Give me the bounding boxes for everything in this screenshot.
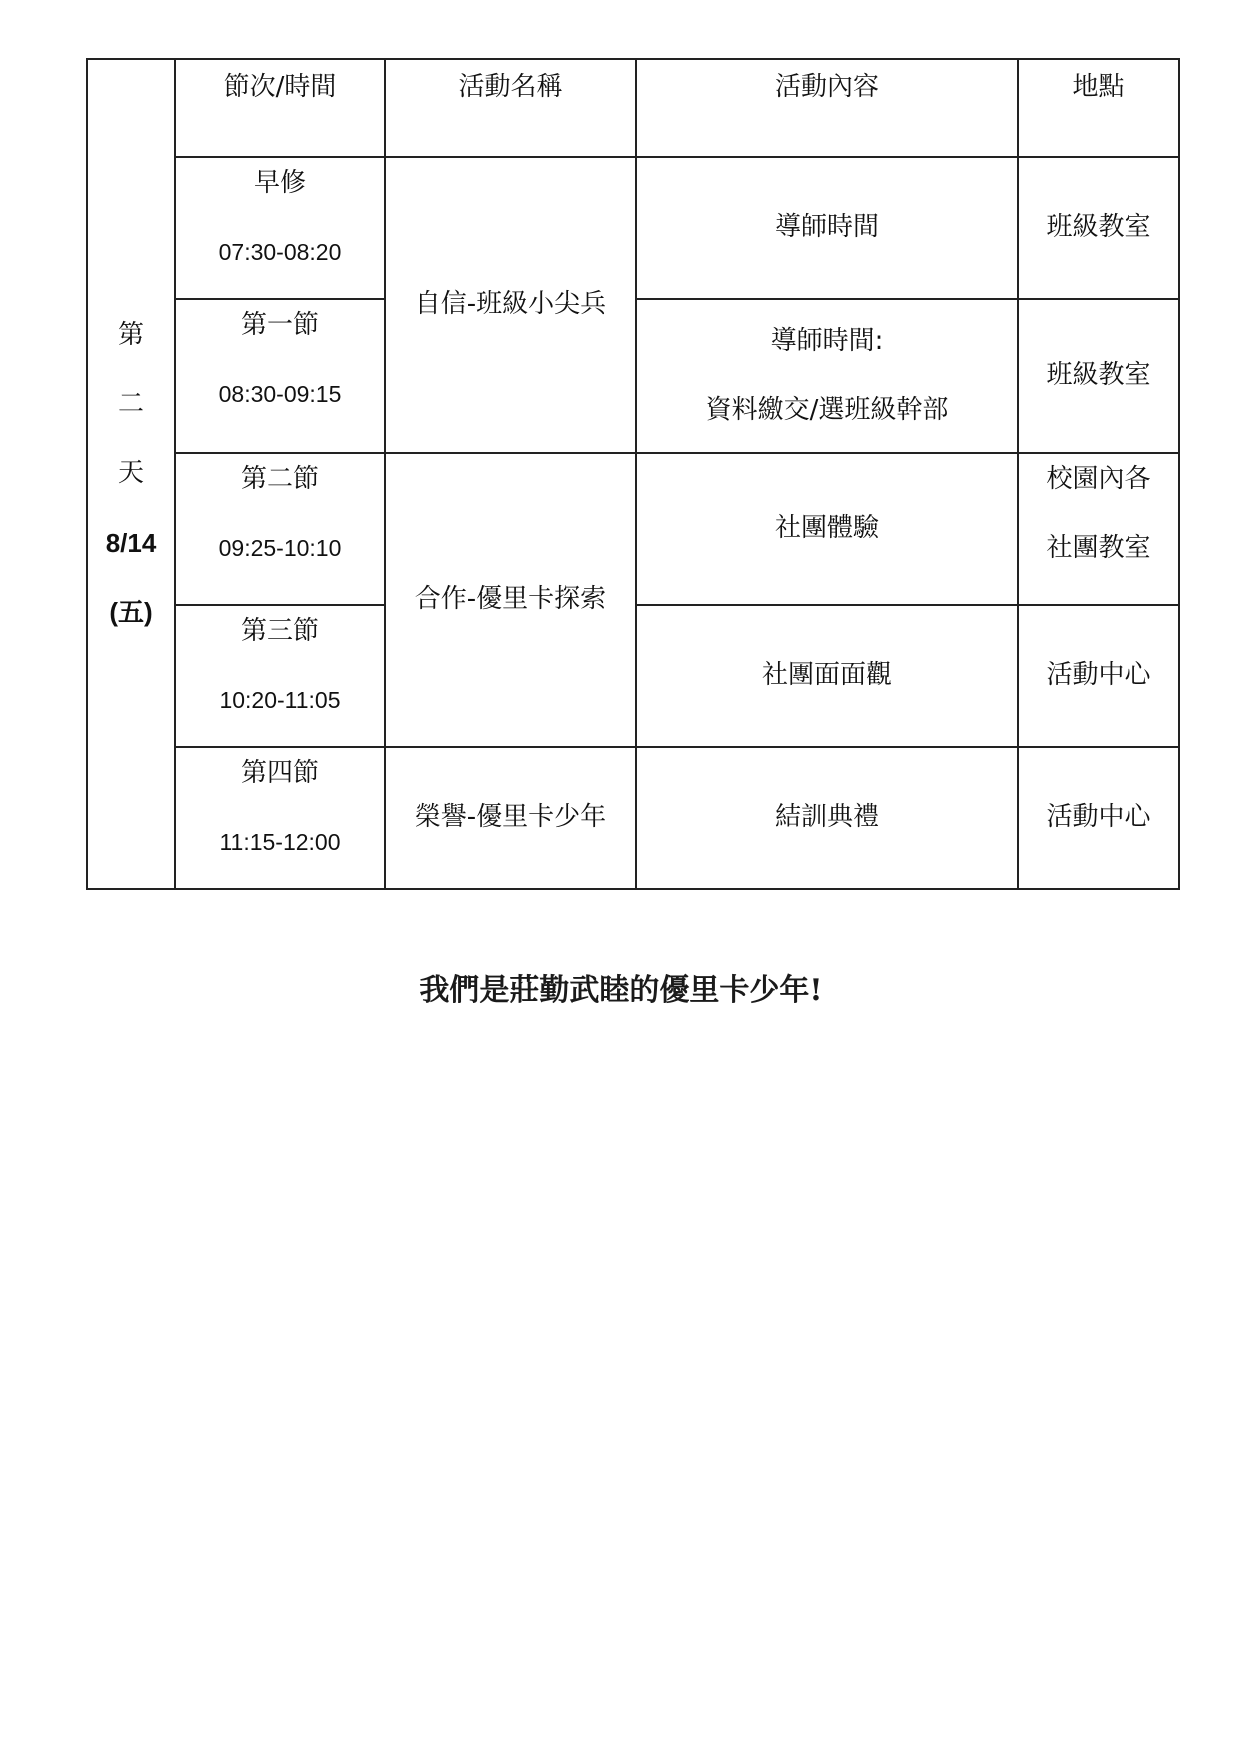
- period-cell: [175, 299, 385, 453]
- header-row: [87, 59, 1179, 157]
- location-cell: 活動中心: [1018, 605, 1179, 747]
- location-cell: 班級教室: [1018, 157, 1179, 299]
- activity-content-cell: [636, 299, 1018, 453]
- schedule-table: [86, 58, 1180, 890]
- header-period-time: 節次/時間: [175, 59, 385, 157]
- content-line-2: 資料繳交/選班級幹部: [705, 395, 949, 425]
- location-cell: 班級教室: [1018, 299, 1179, 453]
- location-cell: [1018, 453, 1179, 605]
- location-line-2: 社團教室: [1046, 533, 1151, 564]
- activity-name-cell: 自信-班級小尖兵: [385, 157, 636, 453]
- period-time: 11:15-12:00: [219, 829, 341, 856]
- day-weekday: (五): [109, 596, 153, 627]
- activity-content-cell: 社團面面觀: [636, 605, 1018, 747]
- activity-content-cell: 導師時間: [636, 157, 1018, 299]
- table-row: [87, 157, 1179, 299]
- period-name: 早修: [253, 168, 306, 198]
- period-name: 第三節: [240, 616, 319, 646]
- period-cell: [175, 157, 385, 299]
- location-cell: 活動中心: [1018, 747, 1179, 889]
- period-name: 第二節: [240, 464, 319, 494]
- header-location: 地點: [1018, 59, 1179, 157]
- day-date: 8/14: [105, 527, 157, 558]
- activity-content-cell: 社團體驗: [636, 453, 1018, 605]
- period-time: 10:20-11:05: [219, 687, 341, 714]
- day-char-3: 天: [117, 458, 144, 489]
- closing-note: 我們是莊勤武睦的優里卡少年!: [419, 973, 823, 1008]
- header-activity-name: 活動名稱: [385, 59, 636, 157]
- activity-content-cell: 結訓典禮: [636, 747, 1018, 889]
- table-row: [87, 747, 1179, 889]
- day-char-2: 二: [117, 389, 144, 420]
- period-name: 第四節: [240, 758, 319, 788]
- period-time: 07:30-08:20: [218, 239, 342, 266]
- location-line-1: 校園內各: [1046, 464, 1151, 494]
- activity-name-cell: 合作-優里卡探索: [385, 453, 636, 747]
- period-cell: [175, 747, 385, 889]
- day-label-cell: [87, 59, 175, 889]
- period-time: 09:25-10:10: [218, 535, 342, 562]
- period-cell: [175, 605, 385, 747]
- header-activity-content: 活動內容: [636, 59, 1018, 157]
- activity-name-cell: 榮譽-優里卡少年: [385, 747, 636, 889]
- period-name: 第一節: [240, 310, 319, 340]
- day-char-1: 第: [117, 320, 144, 351]
- table-row: [87, 453, 1179, 605]
- period-cell: [175, 453, 385, 605]
- content-line-1: 導師時間:: [770, 325, 884, 356]
- period-time: 08:30-09:15: [218, 381, 342, 408]
